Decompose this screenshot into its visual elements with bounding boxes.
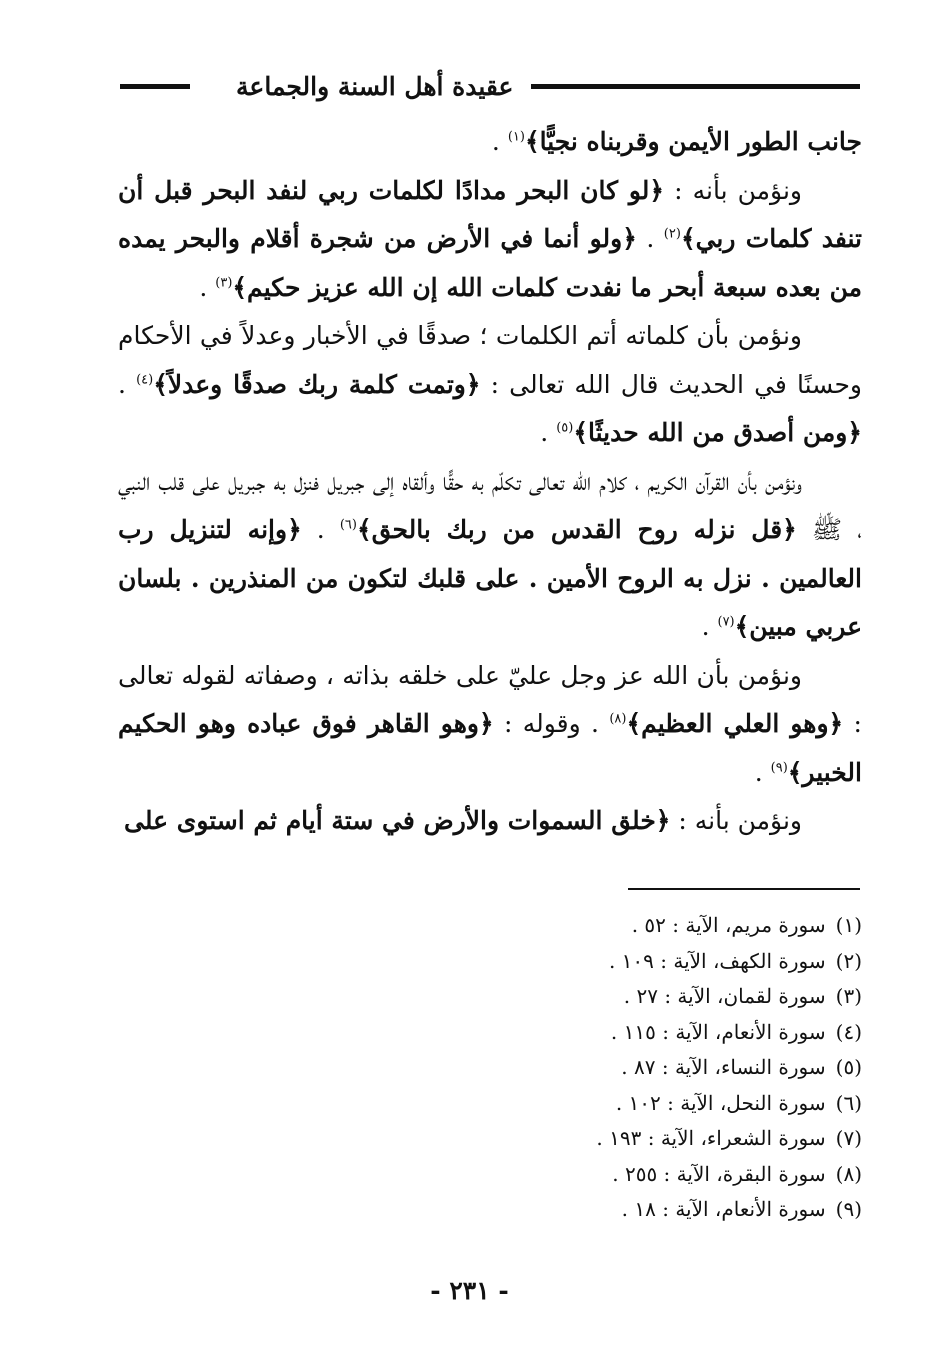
quran-quote: ﴿ومن أصدق من الله حديثًا﴾ [573,418,862,447]
quran-quote: ﴿لو كان البحر مدادًا لكلمات ربي لنفد البحر قبل أن تنفد كلمات ربي﴾ [118,175,862,253]
text-span: ونؤمن بأنه : [664,175,802,205]
footnote-text: سورة البقرة، الآية : ٢٥٥ . [612,1161,826,1186]
footnote [500,944,862,980]
text-span: . [754,757,771,787]
paragraph [118,652,862,798]
body-text [118,118,862,846]
footnote [500,1192,862,1228]
text-span: . [540,418,557,447]
footnote-text: سورة النحل، الآية : ١٠٢ . [615,1090,826,1115]
header-title: عقيدة أهل السنة والجماعة [236,71,514,101]
quran-quote: ﴿خلق السموات والأرض في ستة أيام ثم استوى على [124,806,671,835]
text-span: . [301,515,340,544]
footnote-ref: (٥) [556,420,574,436]
footnote-ref: (٢) [663,226,681,242]
footnote-number: (٢) [835,948,862,973]
footnote-ref: (٨) [609,711,627,727]
footnote-number: (٧) [835,1126,862,1150]
footnote [500,1086,862,1122]
footnote-ref: (١) [507,129,525,145]
quran-quote: ﴿وهو القاهر فوق عباده وهو الحكيم الخبير﴾ [118,709,862,787]
quran-quote: ﴿قل نزله روح القدس من ربك بالحق﴾ [356,515,797,544]
footnote-text: سورة الأنعام، الآية : ١١٥ . [610,1019,826,1044]
text-span: ونؤمن بأنه : [670,806,802,835]
footnote-text: سورة الشعراء، الآية : ١٩٣ . [596,1126,826,1150]
footnote-ref: (٦) [339,517,357,533]
text-span: . [491,127,508,156]
paragraph [118,458,862,652]
paragraph [118,312,862,458]
paragraph-continuation [118,118,862,167]
text-span: . [701,612,718,641]
footnotes-list [500,908,862,1228]
footnote-ref: (٧) [717,614,735,630]
footnote-ref: (٤) [136,372,154,388]
quran-quote: ﴿وتمت كلمة ربك صدقًا وعدلاً﴾ [153,369,481,399]
footnote-number: (٤) [835,1019,862,1044]
text-span: ونؤمن بأن كلماته أتم الكلمات ؛ صدقًا في الأخبار وعدلاً في الأحكام وحسنًا في الحديث قال الله تعالى : [118,321,862,399]
text-span: . [636,224,664,253]
text-span: ونؤمن بأن القرآن الكريم ، كلام الله تعالى تكلّم به حقًّا وألقاه إلى جبريل فنزل به جبريل على قلب النبي ، ﷺ [118,466,863,544]
quran-quote: ﴿وهو العلي العظيم﴾ [626,709,844,738]
footnote [500,908,862,944]
footnote-ref: (٣) [215,275,233,291]
footnote [500,1015,862,1051]
text-span: . [118,369,137,399]
footnote-number: (٣) [835,984,862,1008]
paragraph [118,797,862,846]
footnote [500,1050,862,1086]
footnote [500,979,862,1015]
quran-quote: جانب الطور الأيمن وقربناه نجيًّا﴾ [524,127,862,156]
footnote-text: سورة لقمان، الآية : ٢٧ . [623,984,826,1008]
footnote-ref: (٩) [770,760,788,776]
running-header [120,66,860,106]
footnote-text: سورة الأنعام، الآية : ١٨ . [621,1197,826,1221]
footnote [500,1121,862,1157]
text-span: ونؤمن بأن الله عز وجل عليّ على خلقه بذاته ، وصفاته لقوله تعالى : [118,660,862,738]
header-rule-left [120,84,190,89]
footnote-separator [628,888,860,890]
header-rule-right [531,84,860,89]
footnote-number: (٩) [835,1197,862,1221]
quran-quote: ﴿وإنه لتنزيل رب العالمين . نزل به الروح الأمين . على قلبك لتكون من المنذرين . بلسان عربي مبين﴾ [118,515,862,641]
footnote-number: (٥) [835,1055,862,1079]
footnote-number: (١) [835,913,862,937]
text-span: . وقوله : [493,709,610,738]
footnote-number: (٦) [835,1090,862,1115]
footnote-text: سورة مريم، الآية : ٥٢ . [631,913,826,937]
footnote-number: (٨) [835,1161,862,1186]
text-span: . [199,272,216,302]
footnote-text: سورة النساء، الآية : ٨٧ . [621,1055,826,1079]
paragraph [118,167,862,313]
page-number: - ٢٣١ - [430,1276,509,1305]
footnote [500,1157,862,1193]
quran-quote: ﴿ولو أنما في الأرض من شجرة أقلام والبحر يمده من بعده سبعة أبحر ما نفدت كلمات الله إن الله عزيز حكيم﴾ [118,224,862,302]
footnote-text: سورة الكهف، الآية : ١٠٩ . [608,948,826,973]
